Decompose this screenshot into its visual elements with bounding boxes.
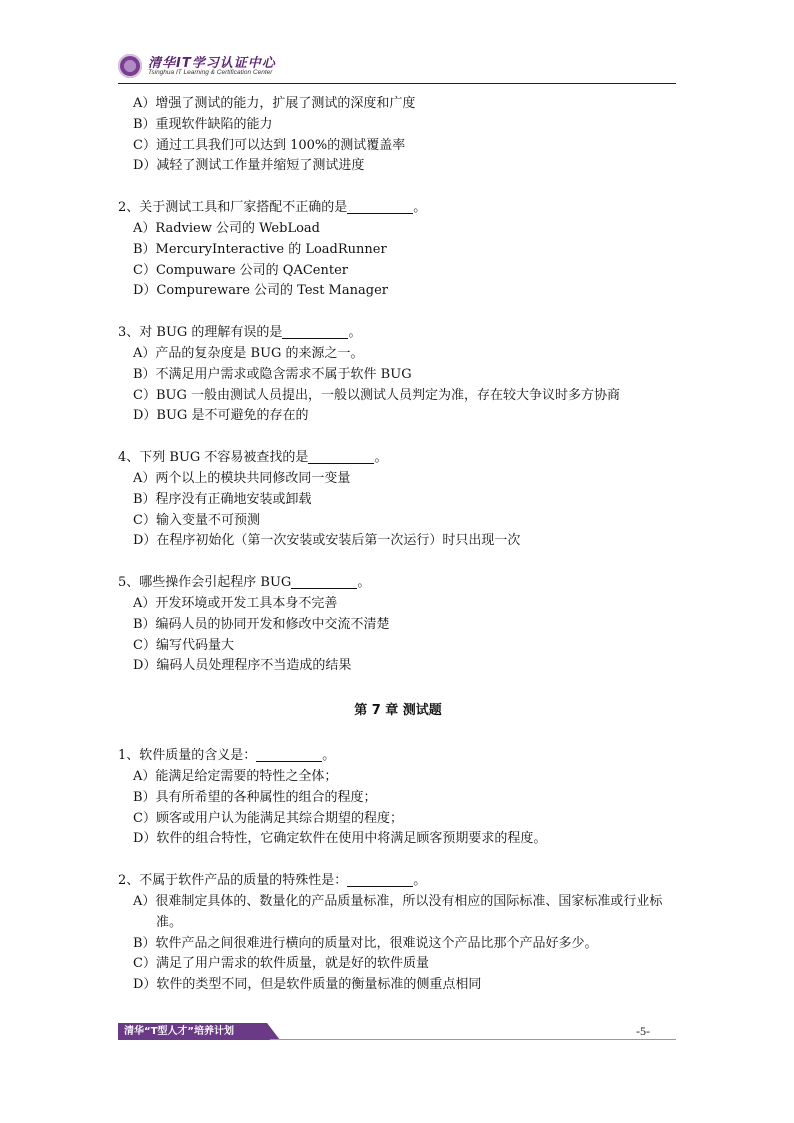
question-block bbox=[118, 573, 678, 677]
option: A）开发环境或开发工具本身不完善 bbox=[133, 595, 338, 611]
option: B）程序没有正确地安装或卸载 bbox=[133, 491, 312, 507]
question-text: 2、不属于软件产品的质量的特殊性是： 。 bbox=[118, 873, 427, 889]
option: B）软件产品之间很难进行横向的质量对比，很难说这个产品比那个产品好多少。 bbox=[133, 935, 598, 951]
footer-divider bbox=[270, 1039, 676, 1040]
question-text: 4、下列 BUG 不容易被查找的是 。 bbox=[118, 450, 388, 466]
option: C）通过工具我们可以达到 100%的测试覆盖率 bbox=[133, 137, 406, 153]
header-divider bbox=[118, 83, 676, 84]
option: C）输入变量不可预测 bbox=[133, 512, 260, 528]
option: B）具有所希望的各种属性的组合的程度； bbox=[133, 789, 377, 805]
option: C）Compuware 公司的 QACenter bbox=[133, 262, 348, 278]
option: D）软件的类型不同，但是软件质量的衡量标准的侧重点相同 bbox=[133, 977, 482, 993]
option: A）两个以上的模块共同修改同一变量 bbox=[133, 470, 351, 486]
logo-title: 清华IT学习认证中心 bbox=[148, 56, 276, 71]
question-text: 5、哪些操作会引起程序 BUG 。 bbox=[118, 575, 371, 591]
page-content bbox=[118, 94, 678, 996]
option: C）满足了用户需求的软件质量，就是好的软件质量 bbox=[133, 956, 429, 972]
answer-blank bbox=[291, 574, 357, 589]
question-block bbox=[118, 871, 678, 996]
option: B）编码人员的协同开发和修改中交流不清楚 bbox=[133, 616, 390, 632]
answer-blank bbox=[282, 324, 348, 339]
page-number: -5- bbox=[636, 1024, 650, 1038]
option: A）产品的复杂度是 BUG 的来源之一。 bbox=[133, 345, 364, 361]
option: D）减轻了测试工作量并缩短了测试进度 bbox=[133, 158, 365, 174]
footer-program-label: 清华“T型人才”培养计划 bbox=[124, 1026, 234, 1037]
answer-blank bbox=[308, 449, 374, 464]
answer-blank bbox=[347, 872, 413, 887]
option: A）很难制定具体的、数量化的产品质量标准，所以没有相应的国际标准、国家标准或行业标准。 bbox=[133, 893, 663, 930]
option: A）增强了测试的能力，扩展了测试的深度和广度 bbox=[133, 96, 416, 111]
chapter-title: 第 7 章 测试题 bbox=[354, 703, 442, 719]
option: C）BUG 一般由测试人员提出，一般以测试人员判定为准，存在较大争议时多方协商 bbox=[133, 387, 620, 403]
option: A）Radview 公司的 WebLoad bbox=[133, 220, 320, 236]
question-block bbox=[118, 94, 678, 177]
option: D）编码人员处理程序不当造成的结果 bbox=[133, 658, 352, 674]
answer-blank bbox=[347, 199, 413, 214]
question-block bbox=[118, 746, 678, 850]
option: B）不满足用户需求或隐含需求不属于软件 BUG bbox=[133, 366, 412, 382]
question-text: 1、软件质量的含义是： 。 bbox=[118, 748, 336, 764]
question-text: 3、对 BUG 的理解有误的是 。 bbox=[118, 325, 362, 341]
question-block bbox=[118, 448, 678, 552]
option: D）BUG 是不可避免的存在的 bbox=[133, 408, 309, 424]
question-text: 2、关于测试工具和厂家搭配不正确的是 。 bbox=[118, 200, 427, 216]
option: B）MercuryInteractive 的 LoadRunner bbox=[133, 241, 387, 257]
option: D）软件的组合特性，它确定软件在使用中将满足顾客预期要求的程度。 bbox=[133, 831, 547, 847]
option: C）顾客或用户认为能满足其综合期望的程度； bbox=[133, 810, 403, 826]
answer-blank bbox=[256, 747, 322, 762]
tsinghua-seal-icon bbox=[118, 54, 142, 78]
option: A）能满足给定需要的特性之全体； bbox=[133, 768, 338, 784]
question-block bbox=[118, 198, 678, 302]
logo-subtitle: Tsinghua IT Learning & Certification Center bbox=[148, 69, 273, 76]
page-header bbox=[118, 52, 678, 84]
option: B）重现软件缺陷的能力 bbox=[133, 116, 273, 132]
question-block bbox=[118, 323, 678, 427]
option: C）编写代码量大 bbox=[133, 637, 234, 653]
option: D）在程序初始化（第一次安装或安装后第一次运行）时只出现一次 bbox=[133, 533, 521, 549]
option: D）Compureware 公司的 Test Manager bbox=[133, 283, 388, 299]
